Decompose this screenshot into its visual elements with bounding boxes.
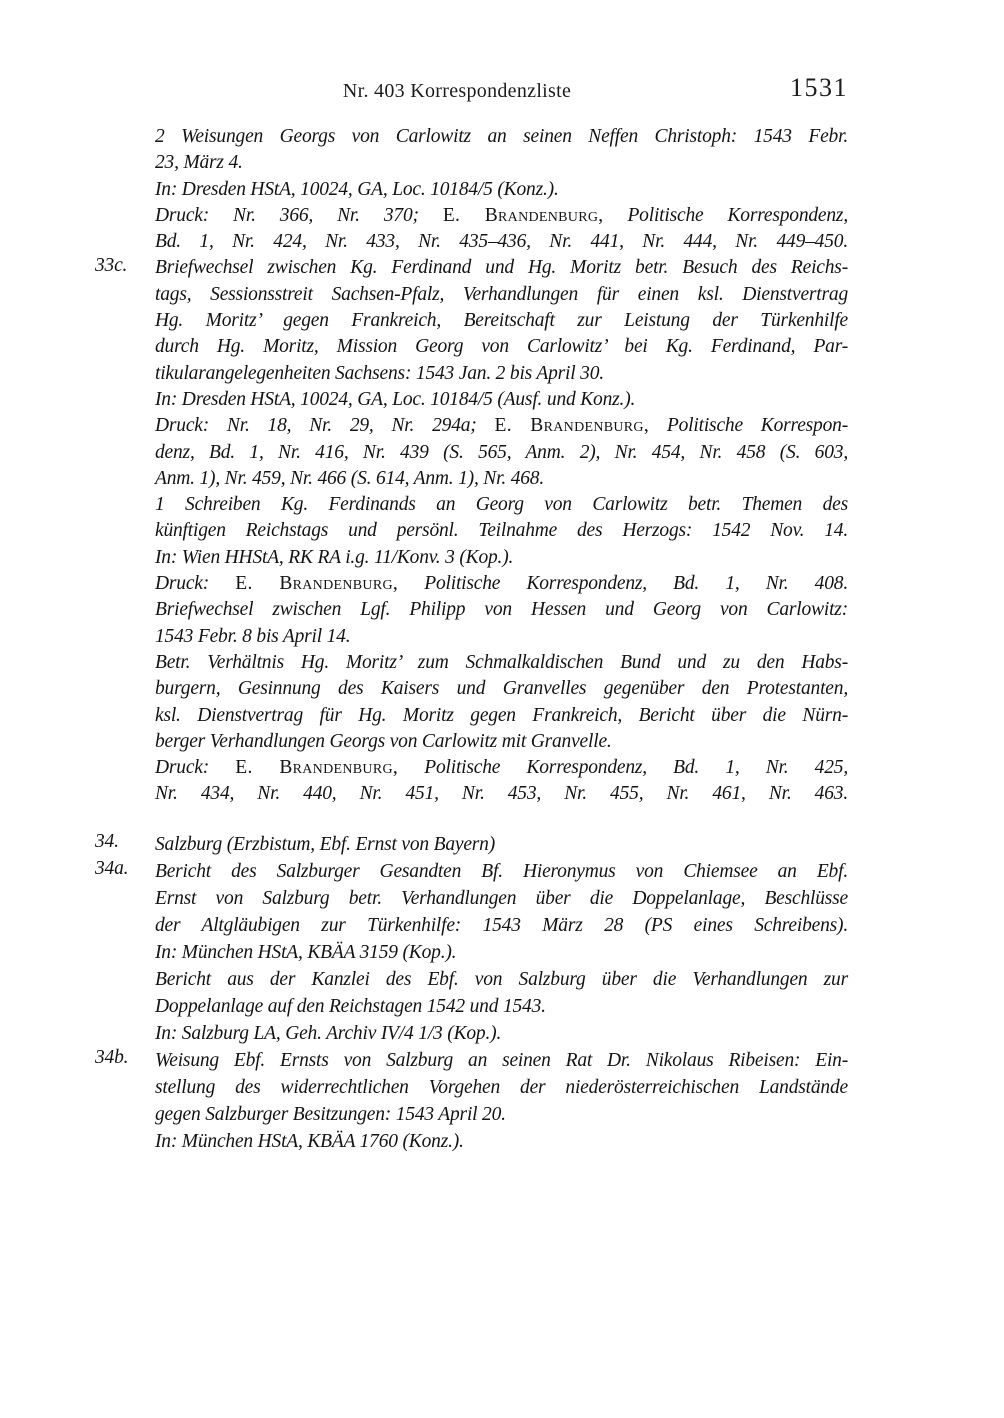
text-segment: tikularangelegenheiten Sachsens: 1543 Jan. 2 bis April 30. bbox=[155, 362, 604, 384]
text-line bbox=[155, 597, 848, 623]
text-segment: In: Salzburg LA, Geh. Archiv IV/4 1/3 (Kop.). bbox=[155, 1022, 502, 1044]
text-line bbox=[155, 703, 848, 729]
text-segment: 1543 Febr. 8 bis April 14. bbox=[155, 625, 351, 647]
text-segment: In: München HStA, KBÄA 3159 (Kop.). bbox=[155, 941, 457, 963]
text-line bbox=[155, 1128, 848, 1155]
text-line bbox=[155, 229, 848, 255]
text-segment: 1 Schreiben Kg. Ferdinands an Georg von Carlowitz betr. Themen des bbox=[155, 494, 848, 516]
text-line bbox=[155, 466, 848, 492]
text-segment: Bericht aus der Kanzlei des Ebf. von Salzburg über die Verhandlungen zur bbox=[155, 968, 848, 990]
text-segment: tags, Sessionsstreit Sachsen-Pfalz, Verhandlungen für einen ksl. Dienstvertrag bbox=[155, 283, 848, 305]
text-segment: Hg. Moritz’ gegen Frankreich, Bereitschaft zur Leistung der Türkenhilfe bbox=[155, 310, 848, 332]
text-line bbox=[155, 282, 848, 308]
entry-block bbox=[155, 124, 848, 255]
text-segment: der Altgläubigen zur Türkenhilfe: 1543 März 28 (PS eines Schreibens). bbox=[155, 914, 848, 936]
text-segment: denz, Bd. 1, Nr. 416, Nr. 439 (S. 565, Anm. 2), Nr. 454, Nr. 458 (S. 603, bbox=[155, 441, 848, 463]
text-segment: berger Verhandlungen Georgs von Carlowitz mit Granvelle. bbox=[155, 730, 612, 752]
text-segment: Briefwechsel zwischen Lgf. Philipp von Hessen und Georg von Carlowitz: bbox=[155, 599, 848, 621]
text-line bbox=[155, 571, 848, 597]
text-segment: Anm. 1), Nr. 459, Nr. 466 (S. 614, Anm. 1), Nr. 468. bbox=[155, 467, 545, 489]
text-line bbox=[155, 650, 848, 676]
text-line bbox=[155, 858, 848, 885]
text-segment: Bd. 1, Nr. 424, Nr. 433, Nr. 435–436, Nr. 441, Nr. 444, Nr. 449–450. bbox=[155, 231, 848, 253]
text-line bbox=[155, 939, 848, 966]
text-segment: Betr. Verhältnis Hg. Moritz’ zum Schmalkaldischen Bund und zu den Habs- bbox=[155, 651, 848, 673]
text-line bbox=[155, 624, 848, 650]
text-segment: ksl. Dienstvertrag für Hg. Moritz gegen Frankreich, Bericht über die Nürn- bbox=[155, 704, 848, 726]
entry-block bbox=[95, 1046, 848, 1155]
text-line bbox=[155, 993, 848, 1020]
text-segment: Weisung Ebf. Ernsts von Salzburg an seinen Rat Dr. Nikolaus Ribeisen: Ein- bbox=[155, 1049, 848, 1071]
text-line bbox=[155, 124, 848, 150]
text-line bbox=[155, 334, 848, 360]
text-line bbox=[155, 545, 848, 571]
author-name-smallcaps: E. Brandenburg, bbox=[494, 415, 650, 437]
text-segment: durch Hg. Moritz, Mission Georg von Carlowitz’ bei Kg. Ferdinand, Par- bbox=[155, 336, 848, 358]
text-segment: 23, März 4. bbox=[155, 152, 243, 174]
text-segment: Nr. 434, Nr. 440, Nr. 451, Nr. 453, Nr. 455, Nr. 461, Nr. 463. bbox=[155, 783, 848, 805]
text-line bbox=[155, 1074, 848, 1101]
author-name-smallcaps: E. Brandenburg, bbox=[442, 204, 604, 226]
page-number: 1531 bbox=[790, 73, 848, 102]
text-segment: Ernst von Salzburg betr. Verhandlungen über die Doppelanlage, Beschlüsse bbox=[155, 887, 848, 909]
text-line bbox=[155, 177, 848, 203]
text-segment: Politische Korrespon- bbox=[649, 415, 848, 437]
text-line bbox=[155, 387, 848, 413]
entry-number: 33c. bbox=[95, 255, 128, 277]
text-line bbox=[155, 518, 848, 544]
text-line bbox=[155, 831, 848, 858]
entry-number: 34. bbox=[95, 830, 119, 852]
text-segment: burgern, Gesinnung des Kaisers und Granvelles gegenüber den Protestanten, bbox=[155, 678, 848, 700]
text-line bbox=[155, 203, 848, 229]
text-segment: Salzburg (Erzbistum, Ebf. Ernst von Bayern) bbox=[155, 833, 496, 855]
text-segment: stellung des widerrechtlichen Vorgehen der niederösterreichischen Landstände bbox=[155, 1076, 848, 1098]
entry-block bbox=[95, 830, 848, 858]
text-segment: gegen Salzburger Besitzungen: 1543 April 20. bbox=[155, 1103, 506, 1125]
text-line bbox=[155, 361, 848, 387]
text-line bbox=[155, 755, 848, 781]
text-segment: Bericht des Salzburger Gesandten Bf. Hieronymus von Chiemsee an Ebf. bbox=[155, 860, 848, 882]
text-segment: In: Dresden HStA, 10024, GA, Loc. 10184/5 (Ausf. und Konz.). bbox=[155, 388, 636, 410]
text-line bbox=[155, 255, 848, 281]
text-line bbox=[155, 676, 848, 702]
text-line bbox=[155, 440, 848, 466]
text-segment: Politische Korrespondenz, Bd. 1, Nr. 408. bbox=[398, 573, 848, 595]
text-blocks bbox=[95, 124, 848, 1155]
text-line bbox=[155, 1101, 848, 1128]
text-line bbox=[155, 1020, 848, 1047]
text-line bbox=[155, 492, 848, 518]
text-segment: Briefwechsel zwischen Kg. Ferdinand und Hg. Moritz betr. Besuch des Reichs- bbox=[155, 257, 848, 279]
text-line bbox=[155, 729, 848, 755]
entry-number: 34a. bbox=[95, 857, 129, 879]
author-name-smallcaps: E. Brandenburg, bbox=[235, 757, 399, 779]
entry-block bbox=[95, 857, 848, 1047]
entry-block bbox=[95, 255, 848, 807]
text-segment: Druck: Nr. 18, Nr. 29, Nr. 294a; bbox=[155, 415, 495, 437]
text-segment: Druck: Nr. 366, Nr. 370; bbox=[155, 204, 443, 226]
author-name-smallcaps: E. Brandenburg, bbox=[235, 573, 399, 595]
text-segment: Politische Korrespondenz, Bd. 1, Nr. 425, bbox=[398, 757, 848, 779]
text-segment: Druck: bbox=[155, 757, 236, 779]
text-line bbox=[155, 150, 848, 176]
text-line bbox=[155, 781, 848, 807]
entry-number: 34b. bbox=[95, 1046, 129, 1068]
text-segment: In: Dresden HStA, 10024, GA, Loc. 10184/5 (Konz.). bbox=[155, 178, 559, 200]
text-line bbox=[155, 308, 848, 334]
text-segment: Druck: bbox=[155, 573, 236, 595]
text-segment: 2 Weisungen Georgs von Carlowitz an seinen Neffen Christoph: 1543 Febr. bbox=[155, 126, 848, 147]
text-segment: Politische Korrespondenz, bbox=[603, 204, 848, 226]
text-line bbox=[155, 966, 848, 993]
text-line bbox=[155, 912, 848, 939]
text-segment: In: Wien HHStA, RK RA i.g. 11/Konv. 3 (Kop.). bbox=[155, 546, 514, 568]
text-segment: In: München HStA, KBÄA 1760 (Konz.). bbox=[155, 1130, 464, 1152]
text-line bbox=[155, 413, 848, 439]
text-segment: künftigen Reichstags und persönl. Teilnahme des Herzogs: 1542 Nov. 14. bbox=[155, 520, 848, 542]
text-line bbox=[155, 885, 848, 912]
running-header: Nr. 403 Korrespondenzliste bbox=[342, 80, 572, 102]
text-line bbox=[155, 1047, 848, 1074]
text-segment: Doppelanlage auf den Reichstagen 1542 und 1543. bbox=[155, 995, 546, 1017]
